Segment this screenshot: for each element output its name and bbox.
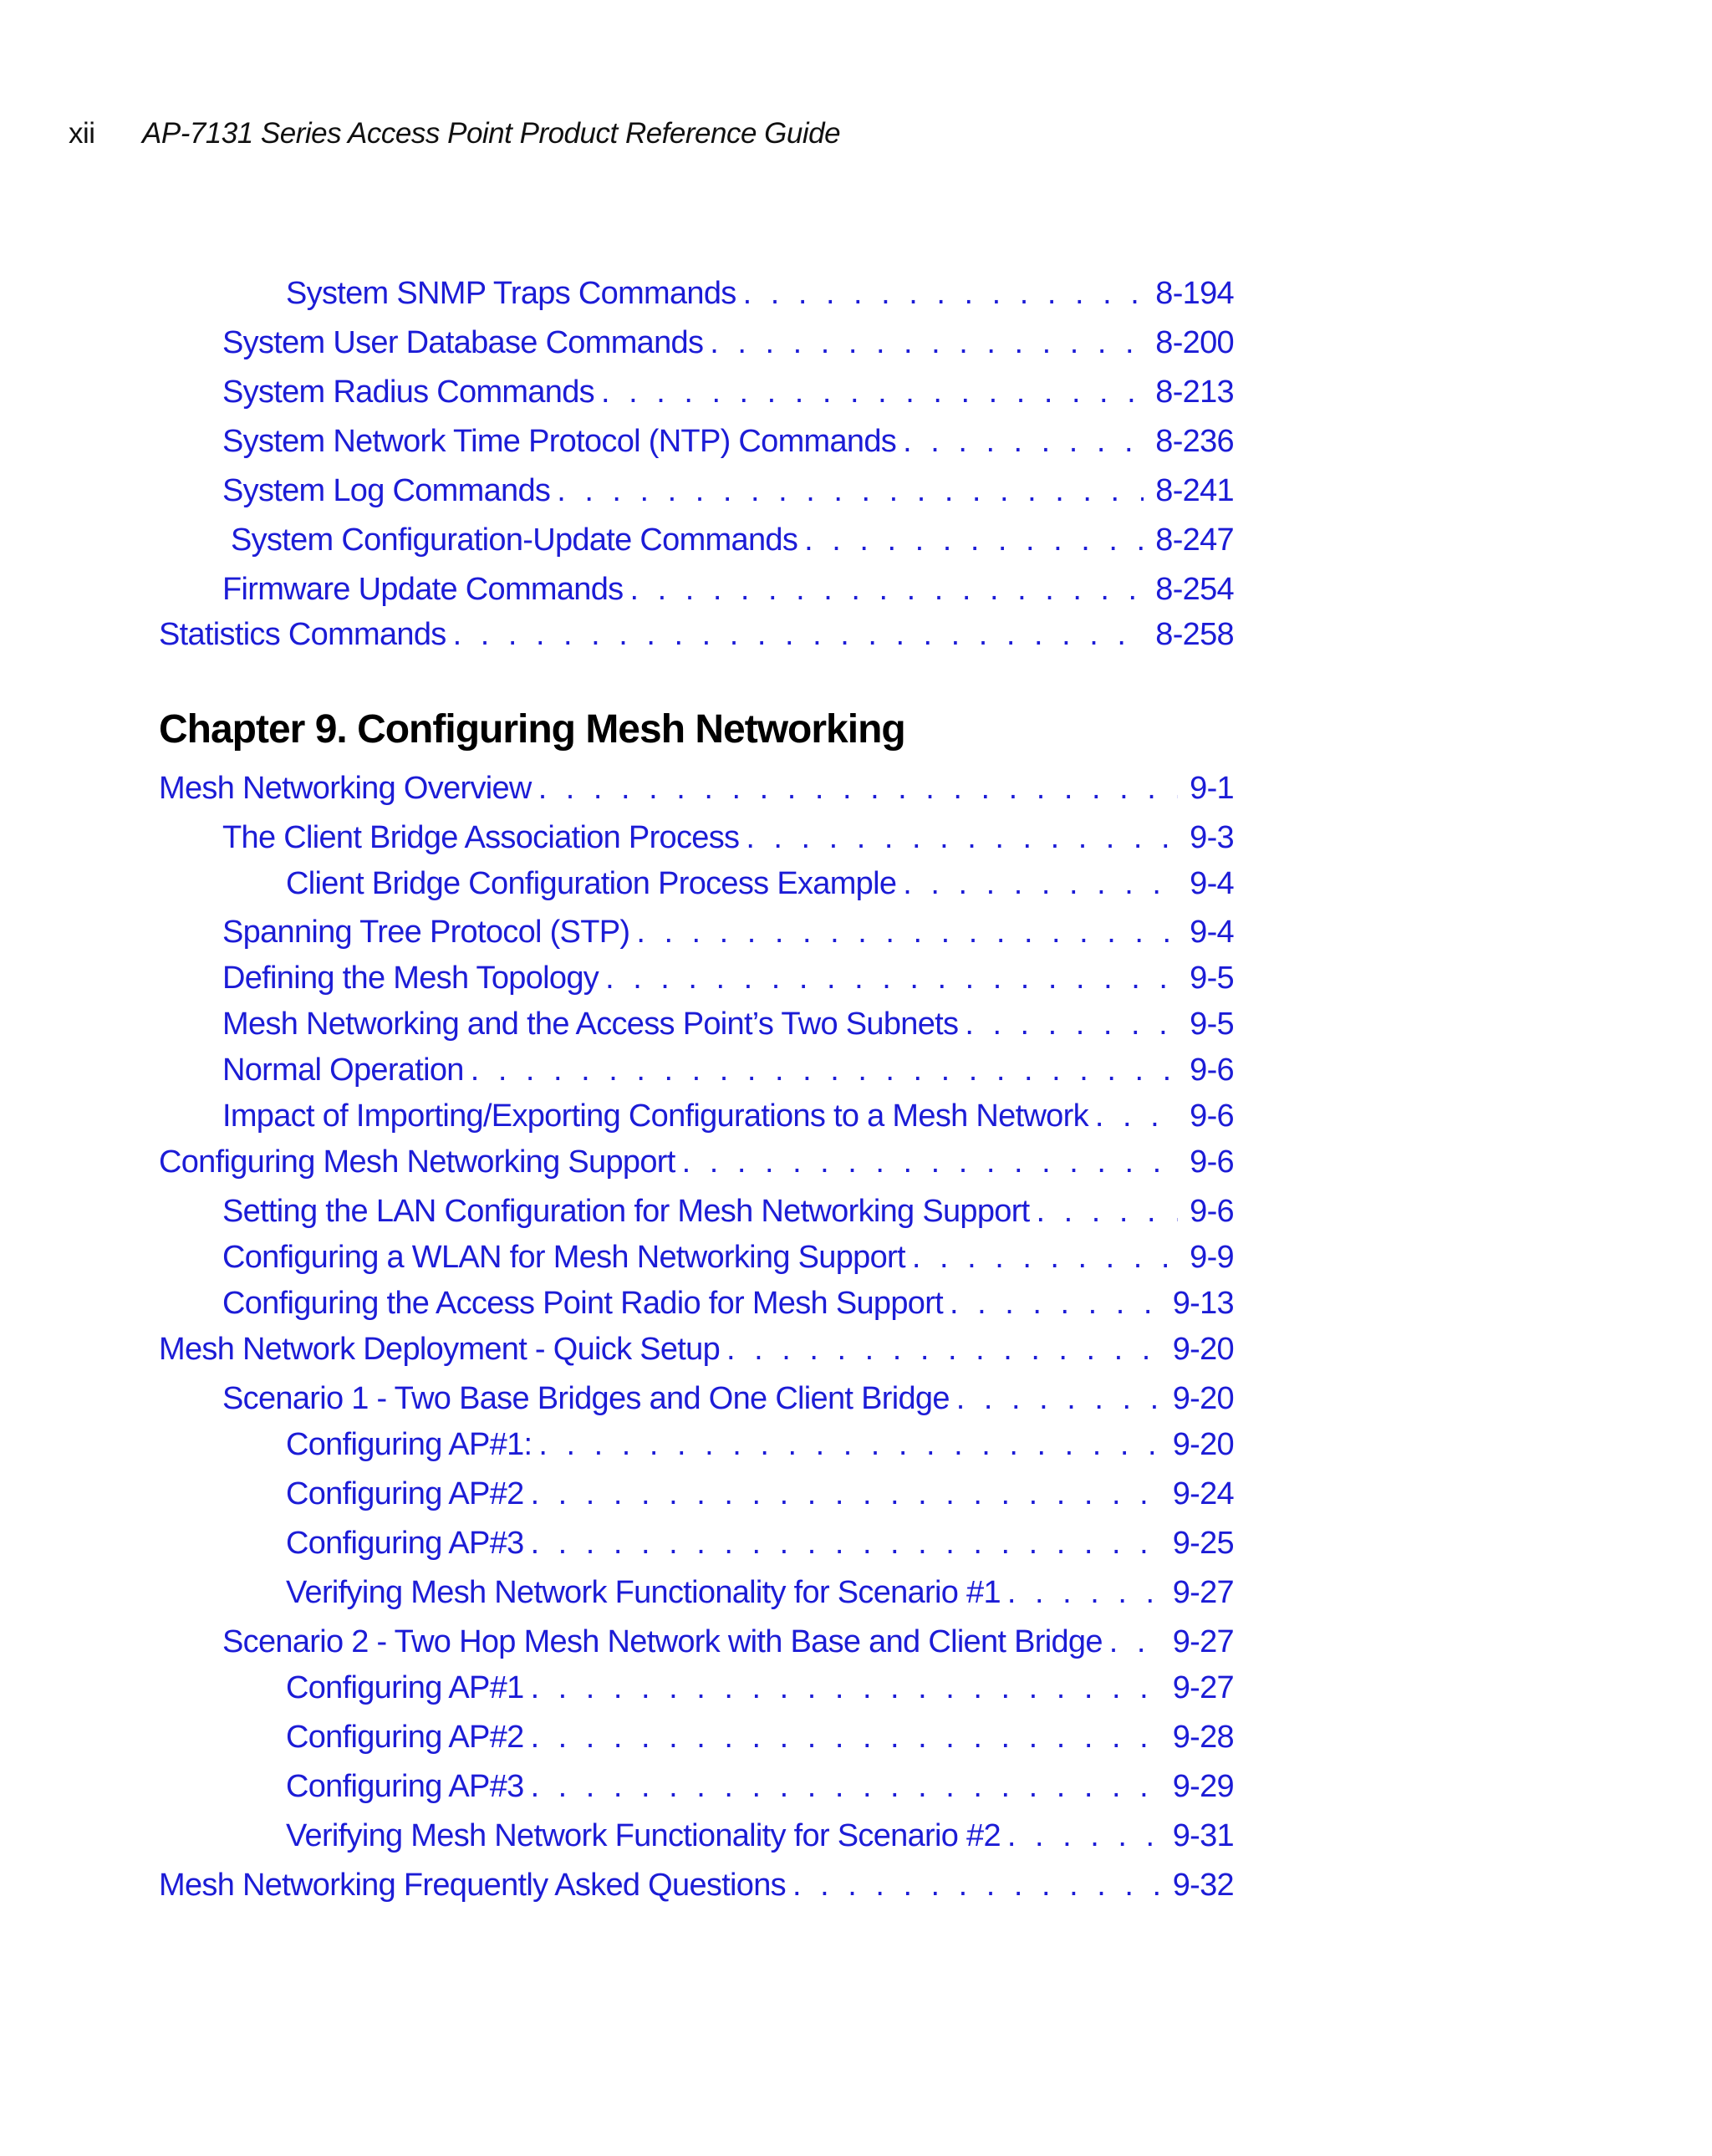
toc-entry-title: Mesh Networking Overview (159, 771, 532, 806)
dot-leader (538, 771, 1178, 807)
toc-entry[interactable] (286, 1720, 1234, 1761)
toc-entry[interactable] (159, 1332, 1234, 1374)
toc-entry[interactable] (159, 771, 1234, 813)
toc-entry[interactable] (159, 1144, 1234, 1186)
dot-leader (601, 375, 1144, 410)
toc-page-number: 9-20 (1172, 1381, 1234, 1416)
toc-entry[interactable] (286, 1670, 1234, 1712)
toc-page-number: 9-27 (1172, 1624, 1234, 1659)
toc-entry-title: Firmware Update Commands (222, 572, 624, 607)
dot-leader (903, 866, 1178, 902)
toc-page-number: 9-6 (1190, 1098, 1234, 1134)
dot-leader (471, 1053, 1178, 1088)
toc-entry[interactable] (222, 961, 1234, 1002)
toc-entry[interactable] (231, 522, 1234, 564)
toc-entry-title: Mesh Network Deployment - Quick Setup (159, 1332, 721, 1367)
toc-entry[interactable] (222, 1098, 1234, 1140)
toc-page-number: 8-254 (1155, 572, 1234, 607)
dot-leader (531, 1476, 1161, 1512)
toc-entry[interactable] (222, 375, 1234, 416)
dot-leader (1007, 1575, 1161, 1611)
toc-page-number: 9-6 (1190, 1194, 1234, 1229)
toc-entry-title: Configuring AP#1 (286, 1670, 524, 1705)
toc-entry[interactable] (222, 473, 1234, 515)
toc-entry-title: Verifying Mesh Network Functionality for Scenario #1 (286, 1575, 1001, 1610)
toc-page-number: 9-29 (1172, 1769, 1234, 1804)
dot-leader (636, 915, 1178, 951)
toc-entry-title: Normal Operation (222, 1053, 464, 1088)
toc-page-number: 9-20 (1172, 1332, 1234, 1367)
dot-leader (531, 1720, 1161, 1756)
toc-page-number: 9-24 (1172, 1476, 1234, 1511)
toc-entry[interactable] (222, 1240, 1234, 1282)
toc-entry[interactable] (286, 866, 1234, 908)
toc-page-number: 8-213 (1155, 375, 1234, 410)
toc-entry-title: System Radius Commands (222, 375, 594, 410)
toc-page-number: 8-200 (1155, 325, 1234, 360)
dot-leader (804, 522, 1144, 558)
toc-page-number: 9-5 (1190, 961, 1234, 996)
toc-entry[interactable] (286, 1575, 1234, 1617)
running-header (69, 117, 840, 150)
dot-leader (1007, 1818, 1161, 1854)
toc-entry-title: The Client Bridge Association Process (222, 820, 740, 855)
toc-entry[interactable] (222, 820, 1234, 862)
toc-page-number: 9-20 (1172, 1427, 1234, 1462)
toc-page-number: 9-4 (1190, 866, 1234, 901)
toc-entry-title: System Configuration-Update Commands (231, 522, 798, 558)
page-number: xii (69, 117, 95, 150)
dot-leader (538, 1427, 1160, 1463)
toc-entry[interactable] (222, 572, 1234, 614)
toc-page-number: 9-27 (1172, 1575, 1234, 1610)
toc-entry-title: Verifying Mesh Network Functionality for Scenario #2 (286, 1818, 1001, 1853)
toc-entry[interactable] (286, 1476, 1234, 1518)
toc-entry[interactable] (222, 1194, 1234, 1236)
toc-entry-title: Configuring AP#2 (286, 1720, 524, 1755)
toc-page-number: 9-13 (1172, 1286, 1234, 1321)
toc-page-number: 9-5 (1190, 1007, 1234, 1042)
toc-entry[interactable] (222, 325, 1234, 367)
toc-page-number: 9-28 (1172, 1720, 1234, 1755)
toc-page-number: 8-247 (1155, 522, 1234, 558)
toc-page-number: 9-4 (1190, 915, 1234, 950)
toc-entry[interactable] (222, 1007, 1234, 1048)
toc-entry-title: Scenario 1 - Two Base Bridges and One Client Bridge (222, 1381, 950, 1416)
toc-page-number: 8-258 (1155, 617, 1234, 652)
dot-leader (746, 820, 1178, 856)
toc-entry[interactable] (222, 915, 1234, 956)
toc-entry-title: System User Database Commands (222, 325, 704, 360)
toc-entry-title: Defining the Mesh Topology (222, 961, 599, 996)
guide-title: AP-7131 Series Access Point Product Reference Guide (142, 117, 841, 150)
toc-page-number: 8-194 (1155, 276, 1234, 311)
toc-entry-title: Client Bridge Configuration Process Example (286, 866, 897, 901)
dot-leader (1037, 1194, 1179, 1230)
dot-leader (956, 1381, 1161, 1417)
dot-leader (792, 1868, 1161, 1904)
toc-entry-title: System SNMP Traps Commands (286, 276, 736, 311)
toc-entry-title: System Log Commands (222, 473, 551, 508)
toc-entry[interactable] (286, 1769, 1234, 1811)
toc-page-number: 9-9 (1190, 1240, 1234, 1275)
toc-entry-title: Configuring Mesh Networking Support (159, 1144, 675, 1180)
chapter-heading: Chapter 9. Configuring Mesh Networking (159, 707, 905, 752)
toc-entry[interactable] (159, 1868, 1234, 1909)
toc-entry-title: Configuring AP#3 (286, 1526, 524, 1561)
dot-leader (710, 325, 1144, 361)
toc-entry[interactable] (286, 1818, 1234, 1860)
toc-entry[interactable] (286, 1427, 1234, 1469)
toc-entry[interactable] (222, 1624, 1234, 1666)
dot-leader (912, 1240, 1178, 1276)
dot-leader (903, 424, 1144, 460)
toc-entry-title: Configuring the Access Point Radio for Mesh Support (222, 1286, 944, 1321)
toc-entry-title: Mesh Networking Frequently Asked Questions (159, 1868, 786, 1903)
dot-leader (557, 473, 1144, 509)
toc-page-number: 9-27 (1172, 1670, 1234, 1705)
dot-leader (950, 1286, 1161, 1322)
dot-leader (531, 1526, 1161, 1562)
dot-leader (743, 276, 1144, 312)
toc-entry[interactable] (286, 1526, 1234, 1567)
dot-leader (629, 572, 1144, 608)
toc-entry[interactable] (159, 617, 1234, 659)
dot-leader (1109, 1624, 1161, 1660)
toc-entry-title: Configuring a WLAN for Mesh Networking Support (222, 1240, 905, 1275)
toc-entry-title: System Network Time Protocol (NTP) Commands (222, 424, 897, 459)
toc-page-number: 9-6 (1190, 1144, 1234, 1180)
toc-page-number: 8-236 (1155, 424, 1234, 459)
toc-page-number: 9-1 (1190, 771, 1234, 806)
toc-entry-title: Statistics Commands (159, 617, 446, 652)
toc-entry-title: Setting the LAN Configuration for Mesh Networking Support (222, 1194, 1030, 1229)
toc-page-number: 9-6 (1190, 1053, 1234, 1088)
toc-entry[interactable] (222, 424, 1234, 466)
toc-page-number: 9-25 (1172, 1526, 1234, 1561)
toc-page-number: 8-241 (1155, 473, 1234, 508)
toc-entry-title: Configuring AP#2 (286, 1476, 524, 1511)
dot-leader (531, 1769, 1161, 1805)
toc-entry-title: Mesh Networking and the Access Point’s Two Subnets (222, 1007, 959, 1042)
toc-entry[interactable] (222, 1053, 1234, 1094)
toc-page-number: 9-31 (1172, 1818, 1234, 1853)
toc-entry-title: Spanning Tree Protocol (STP) (222, 915, 630, 950)
toc-entry[interactable] (286, 276, 1234, 318)
dot-leader (531, 1670, 1161, 1706)
dot-leader (1095, 1098, 1178, 1134)
dot-leader (605, 961, 1178, 996)
toc-page-number: 9-3 (1190, 820, 1234, 855)
dot-leader (965, 1007, 1178, 1042)
toc-entry-title: Scenario 2 - Two Hop Mesh Network with Base and Client Bridge (222, 1624, 1103, 1659)
toc-entry-title: Configuring AP#1: (286, 1427, 532, 1462)
dot-leader (726, 1332, 1161, 1368)
dot-leader (453, 617, 1144, 653)
toc-entry-title: Configuring AP#3 (286, 1769, 524, 1804)
toc-entry[interactable] (222, 1286, 1234, 1328)
toc-entry[interactable] (222, 1381, 1234, 1423)
toc-page-number: 9-32 (1172, 1868, 1234, 1903)
dot-leader (682, 1144, 1179, 1180)
toc-entry-title: Impact of Importing/Exporting Configurations to a Mesh Network (222, 1098, 1088, 1134)
